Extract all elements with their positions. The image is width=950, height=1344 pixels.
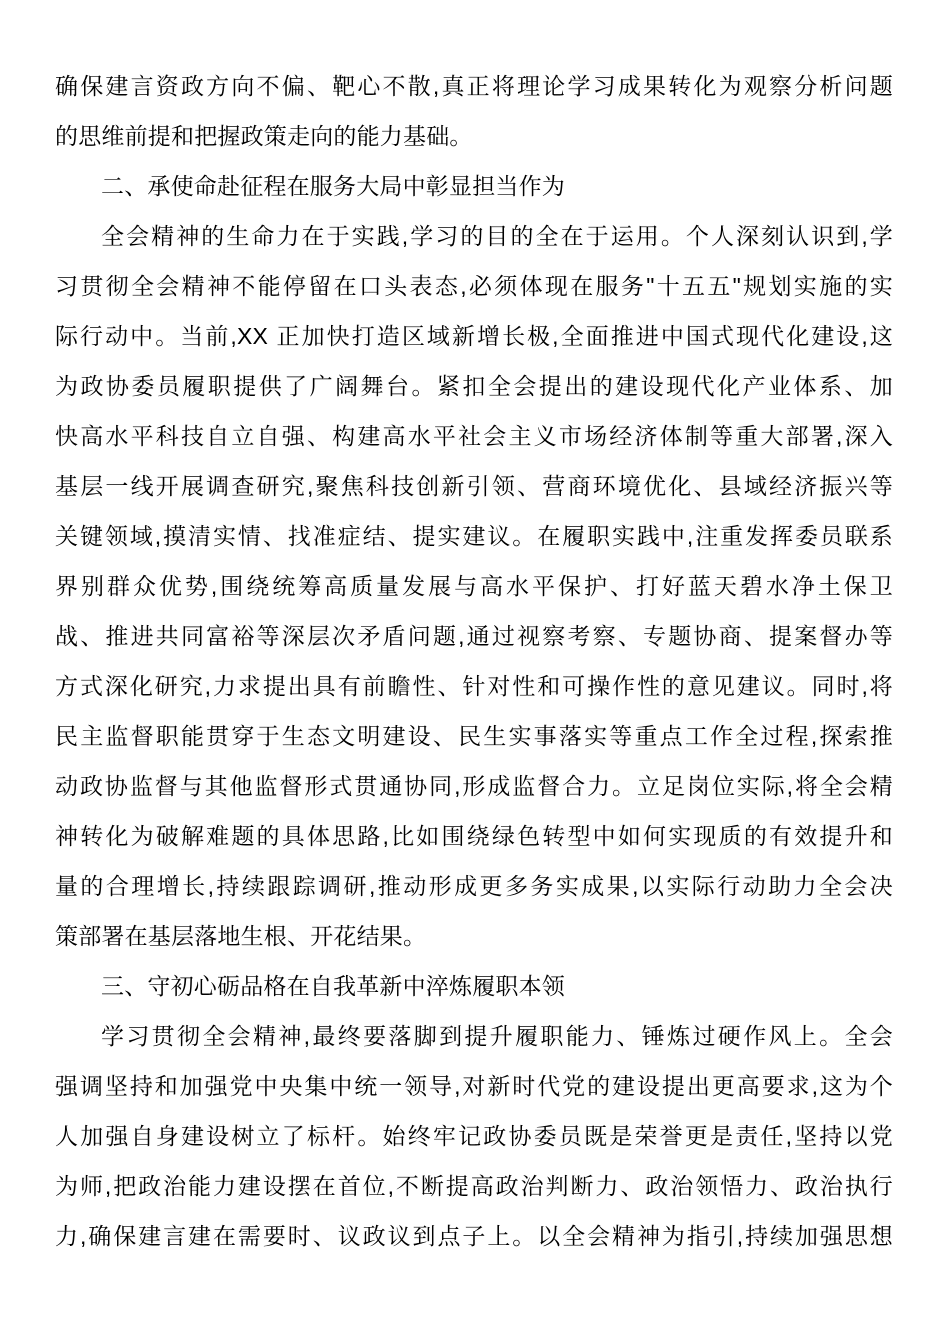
- paragraph-section-3: [55, 1011, 893, 1261]
- text-line: 为政协委员履职提供了广阔舞台。紧扣全会提出的建设现代化产业体系、加: [55, 373, 893, 399]
- paragraph-section-2: [55, 211, 893, 961]
- text-line: 神转化为破解难题的具体思路,比如围绕绿色转型中如何实现质的有效提升和: [55, 823, 893, 849]
- text-line: 关键领域,摸清实情、找准症结、提实建议。在履职实践中,注重发挥委员联系: [55, 523, 893, 549]
- text-line: 学习贯彻全会精神,最终要落脚到提升履职能力、锤炼过硬作风上。全会: [101, 1023, 893, 1049]
- section-heading-3: [55, 961, 893, 1011]
- heading-line: 三、守初心砺品格在自我革新中淬炼履职本领: [101, 973, 565, 999]
- text-line: 基层一线开展调查研究,聚焦科技创新引领、营商环境优化、县域经济振兴等: [55, 473, 893, 499]
- text-line: 强调坚持和加强党中央集中统一领导,对新时代党的建设提出更高要求,这为个: [55, 1073, 893, 1099]
- heading-line: 二、承使命赴征程在服务大局中彰显担当作为: [101, 173, 565, 199]
- text-line: 策部署在基层落地生根、开花结果。: [55, 923, 427, 949]
- text-line: 的思维前提和把握政策走向的能力基础。: [55, 123, 473, 149]
- paragraph-continuation: [55, 61, 893, 161]
- text-line: 习贯彻全会精神不能停留在口头表态,必须体现在服务"十五五"规划实施的实: [55, 273, 893, 299]
- section-heading-2: [55, 161, 893, 211]
- text-line: 界别群众优势,围绕统筹高质量发展与高水平保护、打好蓝天碧水净土保卫: [55, 573, 893, 599]
- text-line: 确保建言资政方向不偏、靶心不散,真正将理论学习成果转化为观察分析问题: [55, 73, 893, 99]
- text-line: 际行动中。当前,XX 正加快打造区域新增长极,全面推进中国式现代化建设,这: [55, 323, 893, 349]
- document-page: [55, 61, 893, 1261]
- text-line: 快高水平科技自立自强、构建高水平社会主义市场经济体制等重大部署,深入: [55, 423, 893, 449]
- text-line: 为师,把政治能力建设摆在首位,不断提高政治判断力、政治领悟力、政治执行: [55, 1173, 893, 1199]
- text-line: 全会精神的生命力在于实践,学习的目的全在于运用。个人深刻认识到,学: [101, 223, 893, 249]
- text-line: 量的合理增长,持续跟踪调研,推动形成更多务实成果,以实际行动助力全会决: [55, 873, 893, 899]
- text-line: 动政协监督与其他监督形式贯通协同,形成监督合力。立足岗位实际,将全会精: [55, 773, 893, 799]
- text-line: 民主监督职能贯穿于生态文明建设、民生实事落实等重点工作全过程,探索推: [55, 723, 893, 749]
- text-line: 方式深化研究,力求提出具有前瞻性、针对性和可操作性的意见建议。同时,将: [55, 673, 893, 699]
- text-line: 人加强自身建设树立了标杆。始终牢记政协委员既是荣誉更是责任,坚持以党: [55, 1123, 893, 1149]
- text-line: 战、推进共同富裕等深层次矛盾问题,通过视察考察、专题协商、提案督办等: [55, 623, 893, 649]
- text-line: 力,确保建言建在需要时、议政议到点子上。以全会精神为指引,持续加强思想: [55, 1223, 893, 1249]
